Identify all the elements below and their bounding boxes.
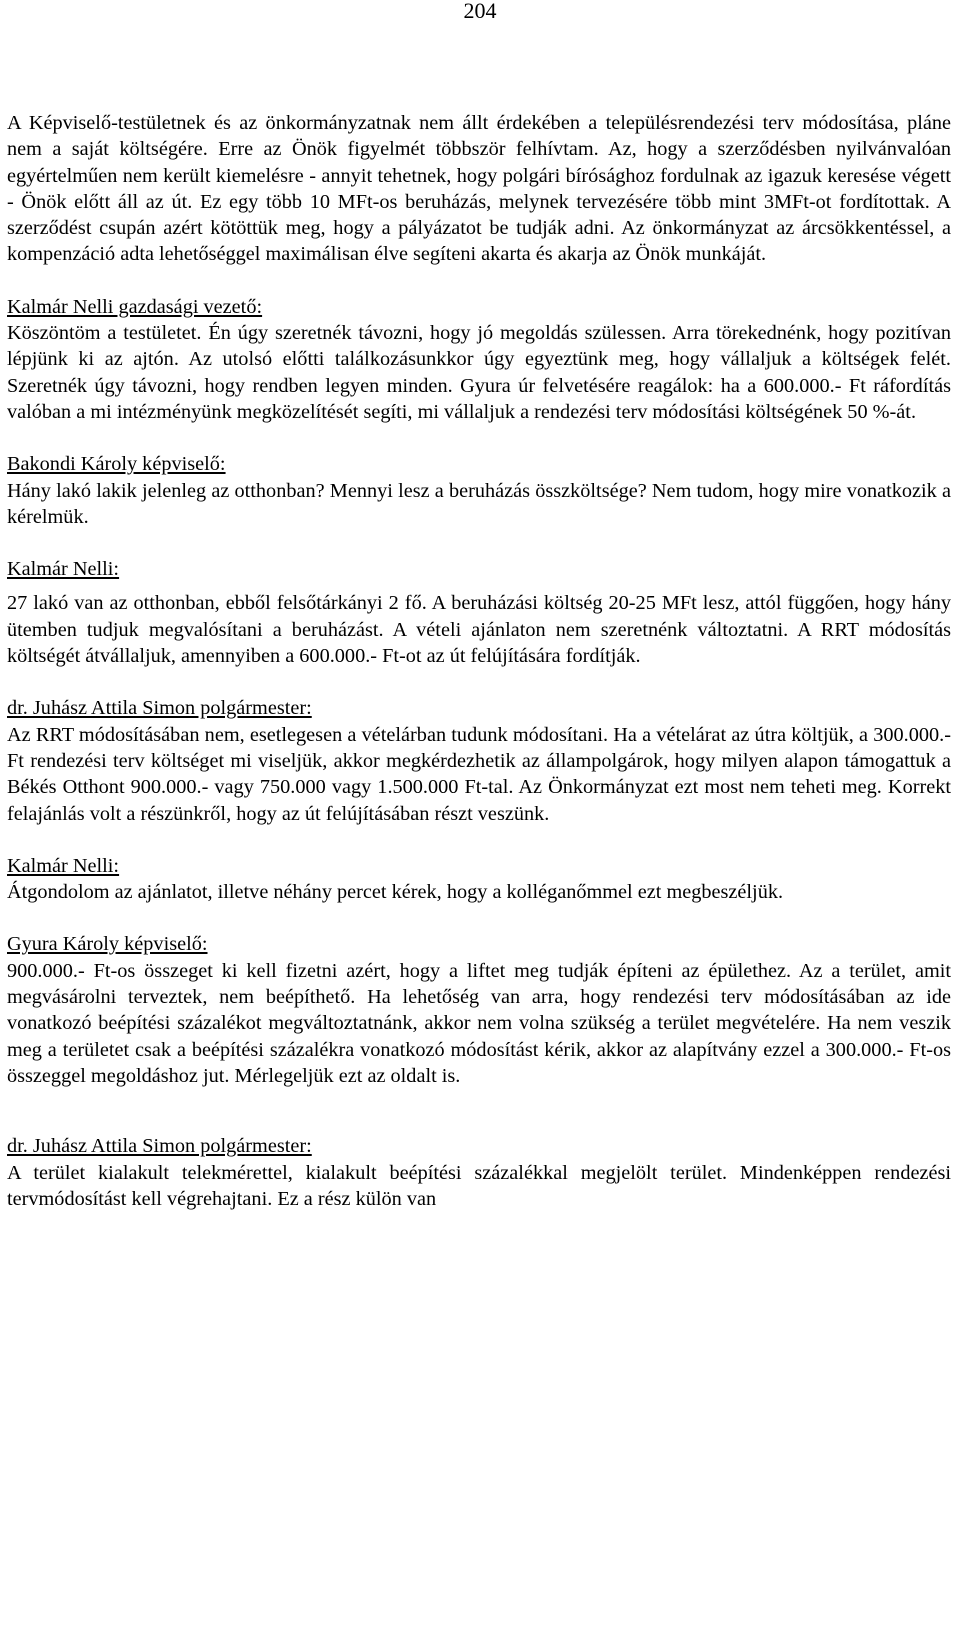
paragraph: Az RRT módosításában nem, esetlegesen a vételárban tudunk módosítani. Ha a vételárat az útra költjük, a 300.000.- Ft rendezési terv költséget mi viseljük, akkor megkérdezhetik az állampolgárok, hogy milyen alapon támogattuk a Békés Otthont 900.000.- vagy 750.000 vagy 1.500.000 Ft-tal. Az Önkormányzat ezt most nem teheti meg. Korrekt felajánlás volt a részünkről, hogy az út felújításában részt veszünk. [7,723,951,825]
paragraph: 27 lakó van az otthonban, ebből felsőtárkányi 2 fő. A beruházási költség 20-25 MFt lesz, attól függően, hogy hány ütemben tudjuk megvalósítani a beruházást. A vételi ajánlaton nem szeretnénk változtatni. A RRT módosítás költségét átvállaljuk, amennyiben a 600.000.- Ft-ot az út felújítására fordítják. [7,592,951,668]
speaker-heading: Kalmár Nelli: [7,854,120,877]
paragraph: A Képviselő-testületnek és az önkormányzatnak nem állt érdekében a településrendezési terv módosítása, pláne nem a saját költségére. Erre az Önök figyelmét többször felhívtam. Az, hogy a szerződésben nyilvánvalóan egyértelműen nem került kiemelésre - annyit tehetnek, hogy polgári bírósághoz fordulnak az igazuk keresése végett - Önök előtt áll az út. Ez egy több 10 MFt-os beruházás, melynek tervezésére több mint 3MFt-ot fordítottak. A szerződést csupán azért kötöttük meg, hogy a pályázatot be tudják adni. Az önkormányzat az árcsökkentéssel, a kompenzáció adta lehetőséggel maximálisan élve segíteni akarta és akarja az Önök munkáját. [7,112,951,266]
document-body [7,110,951,1212]
speaker-heading: Gyura Károly képviselő: [7,933,208,956]
paragraph: Átgondolom az ajánlatot, illetve néhány percet kérek, hogy a kolléganőmmel ezt megbeszéljük. [7,881,784,904]
paragraph: Köszöntöm a testületet. Én úgy szeretnék távozni, hogy jó megoldás szülessen. Arra törekednénk, hogy pozitívan lépjünk ki az ajtón. Az utolsó előtti találkozásunkkor úgy egyeztünk meg, hogy vállaljuk a költségek felét. Szeretnék úgy távozni, hogy rendben legyen minden. Gyura úr felvetésére reagálok: ha a 600.000.- Ft ráfordítás valóban a mi intézményünk megközelítését segíti, mi vállaljuk a rendezési terv módosítási költségének 50 %-át. [7,322,951,423]
paragraph: 900.000.- Ft-os összeget ki kell fizetni azért, hogy a liftet meg tudják építeni az épülethez. Az a terület, amit megvásárolni terveztek, nem beépíthető. Ha lehetőség van arra, hogy rendezési terv módosításában az ide vonatkozó beépítési százalékot megváltoztatnánk, akkor nem volna szükség a terület megvételére. Ha nem veszik meg a területet csak a beépítési százalékra vonatkozó módosítást kérik, akkor az alapítvány ezzel a 300.000.- Ft-os összeggel megoldáshoz jut. Mérlegeljük ezt az oldalt is. [7,959,951,1087]
speaker-heading: Bakondi Károly képviselő: [7,453,226,476]
paragraph: Hány lakó lakik jelenleg az otthonban? Mennyi lesz a beruházás összköltsége? Nem tudom, hogy mire vonatkozik a kérelmük. [7,479,951,528]
speaker-heading: dr. Juhász Attila Simon polgármester: [7,697,312,720]
speaker-heading: Kalmár Nelli gazdasági vezető: [7,295,263,318]
paragraph: A terület kialakult telekmérettel, kialakult beépítési százalékkal megjelölt terület. Mindenképpen rendezési tervmódosítást kell végrehajtani. Ez a rész külön van [7,1161,951,1210]
page-number: 204 [463,0,497,23]
speaker-heading: dr. Juhász Attila Simon polgármester: [7,1135,312,1158]
speaker-heading: Kalmár Nelli: [7,558,120,581]
